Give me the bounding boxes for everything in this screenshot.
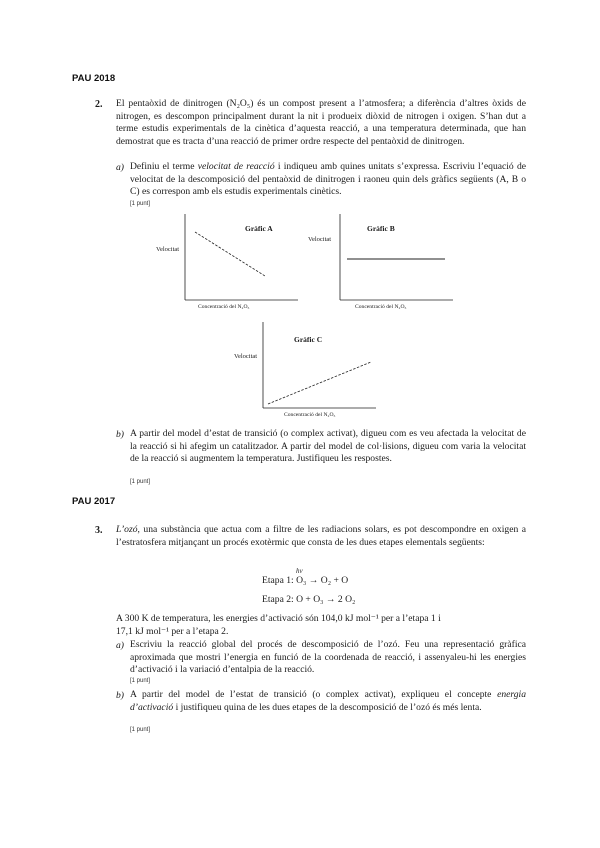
section-heading-2018: PAU 2018 (72, 73, 116, 84)
graph-b (305, 214, 465, 319)
step2-label: Etapa 2: (262, 594, 294, 605)
step1-hv-label: hν (296, 567, 303, 575)
graph-a-line (195, 232, 265, 276)
part-a-text-2: i indiqueu amb quines unitats s’expressa. Escriviu l’equació de velocitat de la descomposició del pentaòxid de dinitrogen i raoneu quin dels gràfics següents (A, B o C) es correspon amb els estudis experimentals cinètics. (130, 161, 526, 198)
q3-part-b-text-1: A partir del model de l’estat de transició (o complex activat), expliqueu el concepte (130, 689, 492, 700)
part-a-text-1: Definiu el terme (130, 161, 195, 172)
graph-b-title: Gràfic B (367, 224, 395, 233)
q3-part-b-text (130, 689, 526, 714)
question-number-3: 3. (95, 525, 103, 536)
question-3-intro (116, 524, 526, 549)
graph-a (150, 214, 310, 319)
q3-part-a-points: [1 punt] (130, 678, 151, 684)
part-b-points: [1 punt] (130, 479, 151, 485)
ozone-term: L’ozó (116, 524, 138, 535)
graph-c-line (268, 362, 371, 404)
step1-reaction: O₃ → O₂ + O (296, 575, 349, 586)
q3-part-b-points: [1 punt] (130, 727, 151, 733)
q3-part-a-letter: a) (116, 640, 124, 651)
energies-line-1: A 300 K de temperatura, les energies d’activació són 104,0 kJ mol⁻¹ per a l’etapa 1 i (116, 613, 441, 624)
part-a-term: velocitat de reacció (197, 161, 275, 172)
q3-part-b-term: energia d’activació (130, 689, 527, 713)
part-a-points: [1 punt] (130, 201, 151, 207)
question-2-intro: El pentaòxid de dinitrogen (N₂O₅) és un compost present a l’atmosfera; a diferència d’altres òxids de nitrogen, es descompon principalment durant la nit i produeix diòxid de nitrogen i oxigen. S’han dut a terme estudis experimentals de la cinètica d’aquesta reacció, a una temperatura determinada, que han demostrat que es tracta d’una reacció de primer ordre respecte del pentaòxid de dinitrogen. (116, 98, 526, 147)
part-b-text: A partir del model d’estat de transició (o complex activat), digueu com es veu afectada la velocitat de la reacció si hi afegim un catalitzador. A partir del model de col·lisions, digueu com varia la velocitat de la reacció si augmentem la temperatura. Justifiqueu les respostes. (130, 428, 526, 465)
graph-a-xlabel: Concentració del N₂O₅ (198, 304, 250, 310)
graph-c-title: Gràfic C (294, 335, 323, 344)
q3-part-b-text-2: i justifiqueu quina de les dues etapes de la descomposició de l’ozó és més lenta. (175, 701, 482, 713)
question-3-intro-rest: , una substància que actua com a filtre de les radiacions solars, es pot descompondre en oxigen a l’estratosfera mitjançant un procés exotèrmic que consta de les dues etapes elementals següents: (116, 524, 526, 548)
graph-a-ylabel: Velocitat (156, 246, 180, 253)
part-b-letter: b) (116, 429, 124, 440)
q3-part-a-text: Escriviu la reacció global del procés de descomposició de l’ozó. Feu una representació gràfica aproximada que mostri l’energia en funció de la coordenada de reacció, i assenyaleu-hi les energies d’activació i la variació d’entalpia de la reacció. (130, 639, 526, 676)
part-a-text (130, 161, 526, 199)
graph-b-ylabel: Velocitat (308, 236, 332, 243)
graph-c-xlabel: Concentració del N₂O₅ (284, 412, 336, 418)
question-number-2: 2. (95, 99, 103, 110)
energies-line-2: 17,1 kJ mol⁻¹ per a l’etapa 2. (116, 626, 229, 637)
graph-b-xlabel: Concentració del N₂O₅ (355, 304, 407, 310)
q3-part-b-letter: b) (116, 690, 124, 701)
graph-a-title: Gràfic A (245, 224, 273, 233)
section-heading-2017: PAU 2017 (72, 496, 116, 507)
step2-reaction: O + O₃ → 2 O₂ (296, 594, 356, 605)
step2-equation (262, 594, 355, 605)
step1-label: Etapa 1: (262, 575, 294, 586)
part-a-letter: a) (116, 162, 124, 173)
graph-c-ylabel: Velocitat (234, 353, 258, 360)
graph-c (228, 322, 388, 427)
step1-equation (262, 575, 348, 586)
